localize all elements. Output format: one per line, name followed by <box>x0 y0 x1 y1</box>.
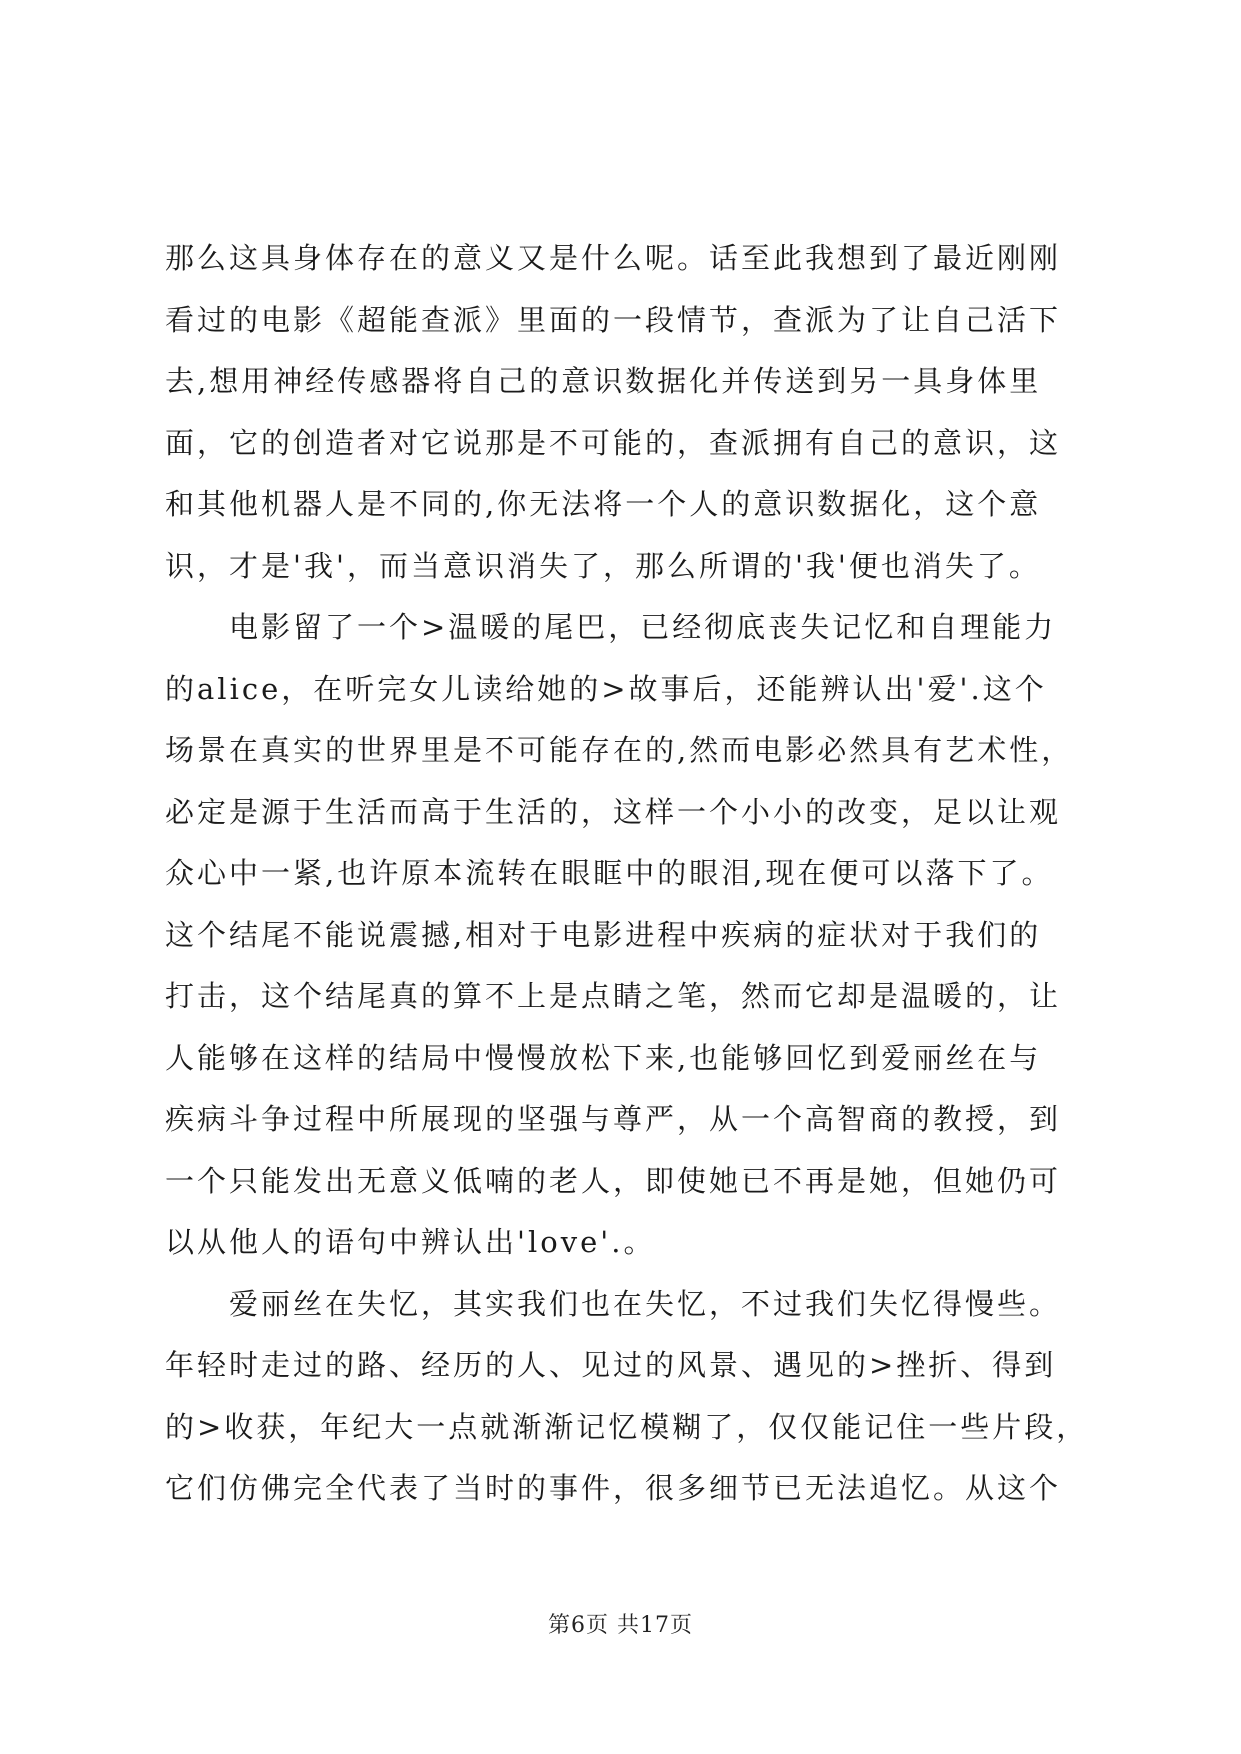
text-line: 人能够在这样的结局中慢慢放松下来,也能够回忆到爱丽丝在与 <box>165 1040 1042 1075</box>
text-line: 看过的电影《超能查派》里面的一段情节，查派为了让自己活下 <box>165 302 1062 337</box>
body-text <box>165 228 1095 1520</box>
text-line: 那么这具身体存在的意义又是什么呢。话至此我想到了最近刚刚 <box>165 241 1062 275</box>
text-line: 一个只能发出无意义低喃的老人，即使她已不再是她，但她仍可 <box>165 1163 1062 1198</box>
text-line: 疾病斗争过程中所展现的坚强与尊严，从一个高智商的教授，到 <box>165 1102 1062 1136</box>
text-line: 和其他机器人是不同的,你无法将一个人的意识数据化，这个意 <box>165 487 1042 521</box>
text-line: 这个结尾不能说震撼,相对于电影进程中疾病的症状对于我们的 <box>165 917 1042 952</box>
text-line: 场景在真实的世界里是不可能存在的,然而电影必然具有艺术性， <box>165 733 1074 767</box>
text-line: 年轻时走过的路、经历的人、见过的风景、遇见的>挫折、得到 <box>165 1348 1057 1382</box>
paragraph-first-line: 爱丽丝在失忆，其实我们也在失忆，不过我们失忆得慢些。 <box>229 1286 1062 1321</box>
text-line: 面，它的创造者对它说那是不可能的，查派拥有自己的意识，这 <box>165 425 1062 460</box>
paragraph-first-line: 电影留了一个>温暖的尾巴，已经彻底丧失记忆和自理能力 <box>229 610 1057 644</box>
text-line: 它们仿佛完全代表了当时的事件，很多细节已无法追忆。从这个 <box>165 1471 1062 1505</box>
text-line: 识，才是'我'，而当意识消失了，那么所谓的'我'便也消失了。 <box>165 548 1041 583</box>
text-line: 的>收获，年纪大一点就渐渐记忆模糊了，仅仅能记住一些片段， <box>165 1409 1089 1444</box>
text-line: 打击，这个结尾真的算不上是点睛之笔，然而它却是温暖的，让 <box>165 979 1062 1013</box>
text-line: 以从他人的语句中辨认出'love'.。 <box>165 1225 656 1259</box>
text-line: 必定是源于生活而高于生活的，这样一个小小的改变，足以让观 <box>165 794 1062 829</box>
text-line: 的alice，在听完女儿读给她的>故事后，还能辨认出'爱'.这个 <box>165 671 1047 706</box>
text-line: 去,想用神经传感器将自己的意识数据化并传送到另一具身体里 <box>165 364 1042 398</box>
text-line: 众心中一紧,也许原本流转在眼眶中的眼泪,现在便可以落下了。 <box>165 856 1054 890</box>
page-number-footer: 第6页 共17页 <box>548 1613 693 1638</box>
